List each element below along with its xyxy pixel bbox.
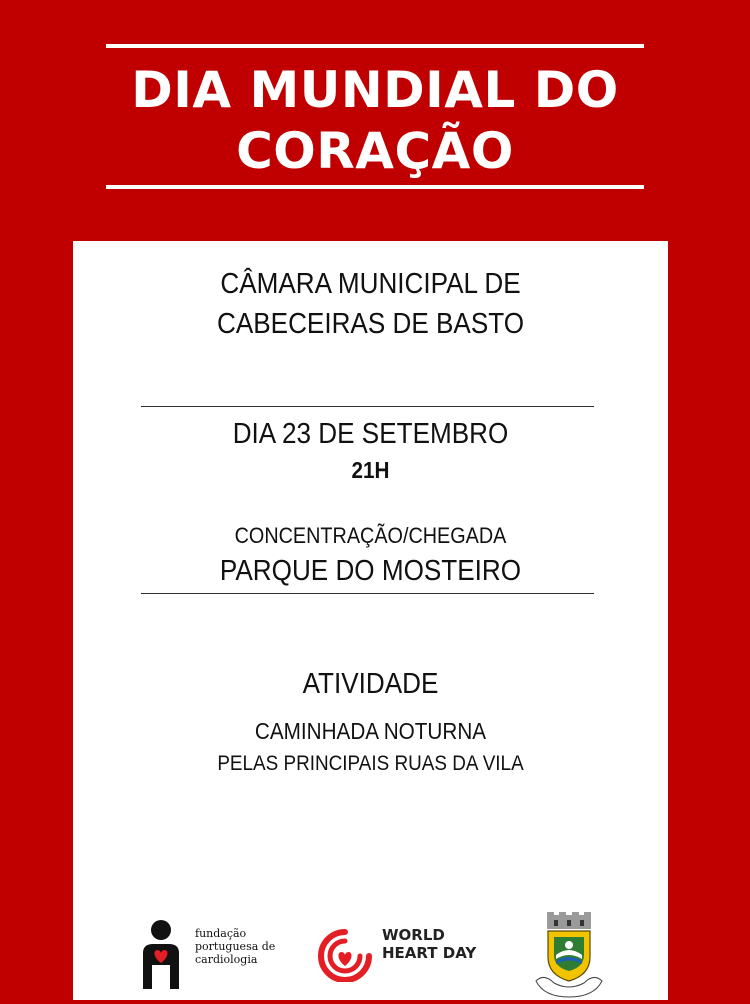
page-title xyxy=(60,60,690,182)
info-card xyxy=(73,241,668,1000)
header-top-rule xyxy=(106,44,644,48)
whd-line-1: WORLD xyxy=(382,926,445,944)
activity-description: PELAS PRINCIPAIS RUAS DA VILA xyxy=(217,752,524,775)
divider-top xyxy=(141,406,594,407)
activity-name: CAMINHADA NOTURNA xyxy=(254,718,487,744)
activity-heading: ATIVIDADE xyxy=(302,668,439,700)
world-heart-day-heart-icon xyxy=(316,926,374,982)
title-line-2: CORAÇÃO xyxy=(236,122,514,180)
world-heart-day-name xyxy=(382,926,476,962)
world-heart-day-logo xyxy=(316,926,506,982)
organizer-line-1: CÂMARA MUNICIPAL DE xyxy=(220,268,521,300)
fpc-line-2: portuguesa de xyxy=(195,940,276,953)
divider-bottom xyxy=(141,593,594,594)
sponsor-logos xyxy=(73,911,668,1000)
title-line-1: DIA MUNDIAL DO xyxy=(131,61,619,119)
event-time: 21H xyxy=(351,457,390,483)
fpc-name xyxy=(195,927,275,966)
municipal-crest-logo xyxy=(532,911,606,999)
fpc-logo xyxy=(139,917,289,993)
fpc-line-3: cardiologia xyxy=(195,953,258,966)
meeting-place: PARQUE DO MOSTEIRO xyxy=(219,555,522,587)
organizer-line-2: CABECEIRAS DE BASTO xyxy=(216,308,525,340)
fpc-person-heart-icon xyxy=(139,917,183,989)
event-date: DIA 23 DE SETEMBRO xyxy=(232,418,509,450)
meeting-label: CONCENTRAÇÃO/CHEGADA xyxy=(234,523,507,548)
municipal-crest-icon xyxy=(532,911,606,999)
whd-line-2: HEART DAY xyxy=(382,944,477,962)
fpc-line-1: fundação xyxy=(195,927,247,940)
header-bottom-rule xyxy=(106,185,644,189)
